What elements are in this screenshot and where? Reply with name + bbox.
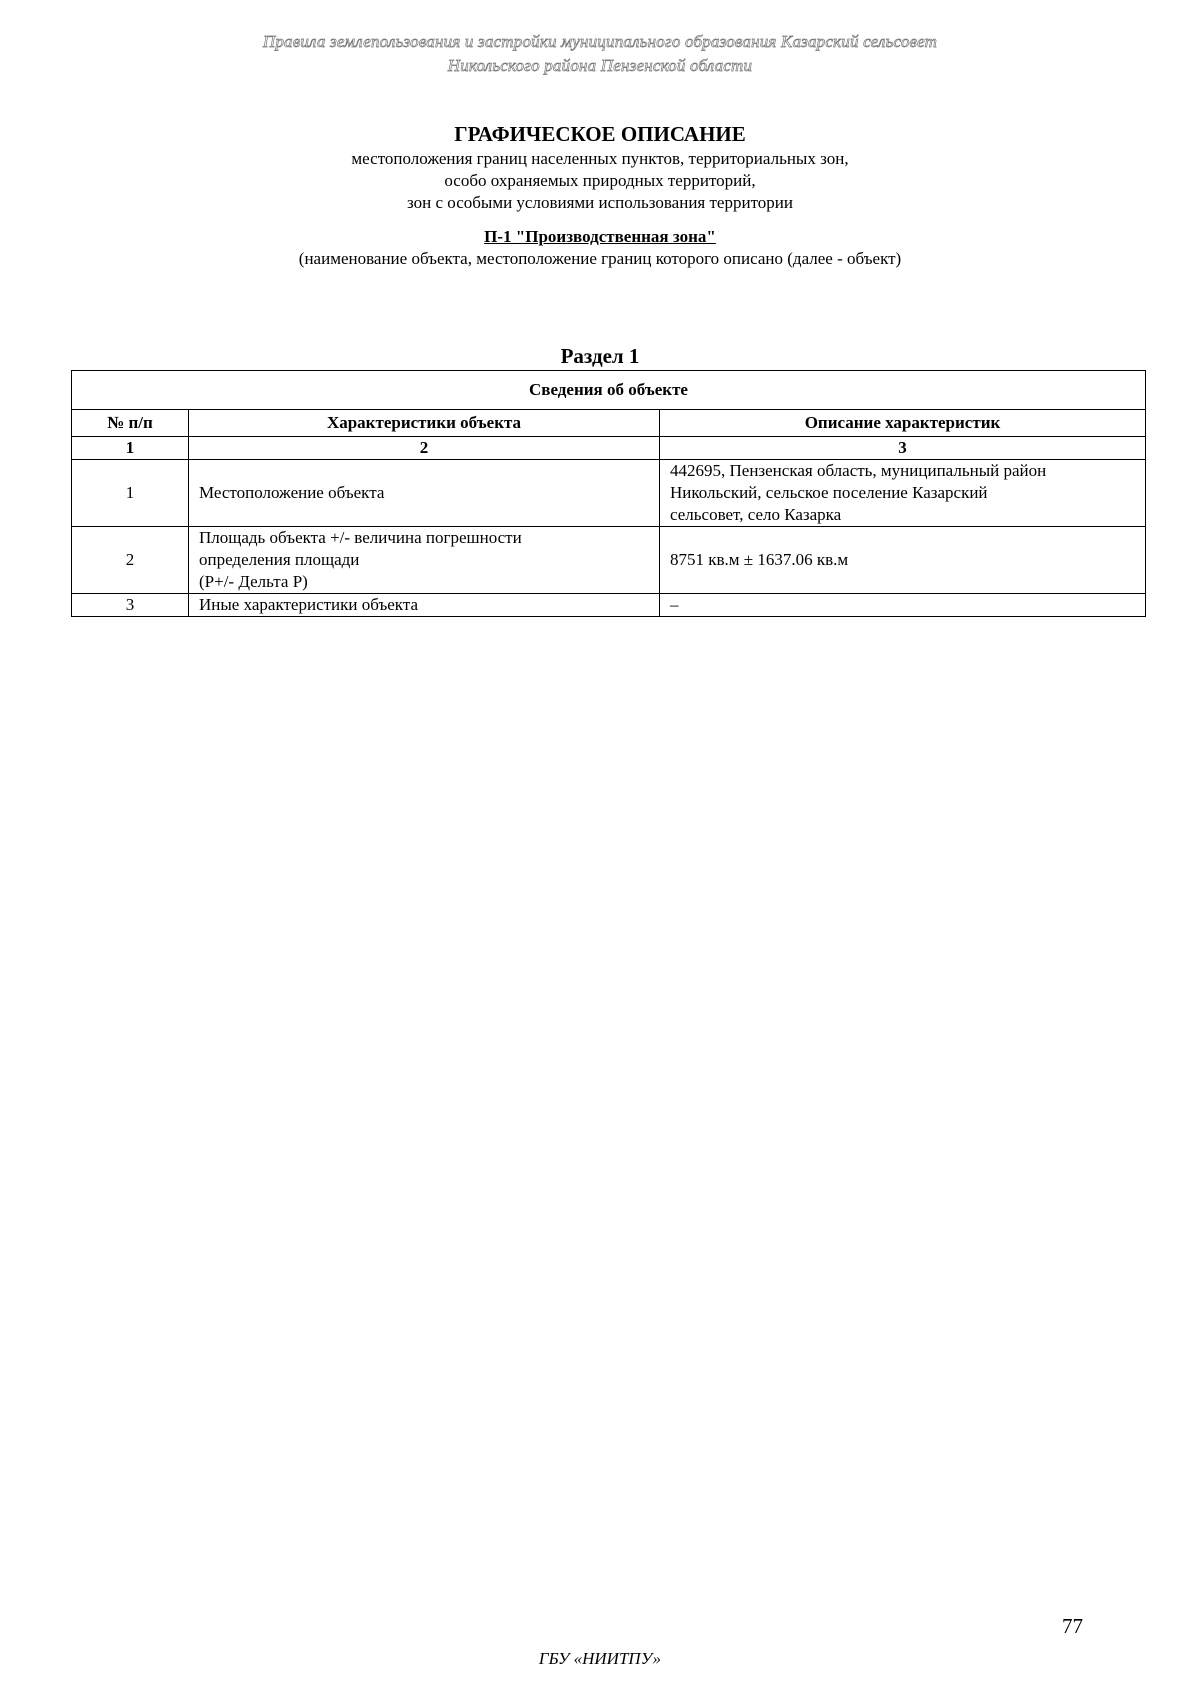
row-characteristic xyxy=(189,527,660,594)
row-description xyxy=(660,594,1146,617)
header-characteristic: Характеристики объекта xyxy=(189,410,660,437)
row-description xyxy=(660,527,1146,594)
row-index: 1 xyxy=(72,460,189,527)
table-row xyxy=(72,527,1146,594)
section-title: Раздел 1 xyxy=(560,344,640,368)
document-title: ГРАФИЧЕСКОЕ ОПИСАНИЕ xyxy=(454,122,746,146)
characteristic-line: определения площади xyxy=(199,550,360,569)
header-description: Описание характеристик xyxy=(660,410,1146,437)
table-row xyxy=(72,594,1146,617)
table-row xyxy=(72,460,1146,527)
footer-organization: ГБУ «НИИТПУ» xyxy=(538,1649,662,1668)
description-line: 8751 кв.м ± 1637.06 кв.м xyxy=(670,550,849,569)
row-index: 2 xyxy=(72,527,189,594)
document-subtitle-line-1: местоположения границ населенных пунктов, территориальных зон, xyxy=(351,149,849,168)
running-header-line-2: Никольского района Пензенской области xyxy=(447,56,753,75)
object-note: (наименование объекта, местоположение границ которого описано (далее - объект) xyxy=(298,249,902,268)
characteristic-line: Площадь объекта +/- величина погрешности xyxy=(199,528,522,547)
column-number: 3 xyxy=(660,437,1146,460)
row-characteristic xyxy=(189,594,660,617)
characteristic-line: Местоположение объекта xyxy=(199,483,385,502)
description-line: Никольский, сельское поселение Казарский xyxy=(670,483,988,502)
table-header-row xyxy=(72,410,1146,437)
description-line: 442695, Пензенская область, муниципальный район xyxy=(670,461,1047,480)
description-line: сельсовет, село Казарка xyxy=(670,505,842,524)
page-number: 77 xyxy=(1062,1614,1083,1638)
table-caption: Сведения об объекте xyxy=(72,371,1146,410)
document-subtitle-line-3: зон с особыми условиями использования территории xyxy=(407,193,793,212)
header-index: № п/п xyxy=(72,410,189,437)
table-caption-row xyxy=(72,371,1146,410)
running-header xyxy=(0,30,1200,78)
running-header-line-1: Правила землепользования и застройки муниципального образования Казарский сельсовет xyxy=(262,32,938,51)
row-index: 3 xyxy=(72,594,189,617)
row-characteristic xyxy=(189,460,660,527)
document-subtitle-line-2: особо охраняемых природных территорий, xyxy=(444,171,756,190)
column-number-row xyxy=(72,437,1146,460)
description-line: – xyxy=(670,595,679,614)
object-info-table xyxy=(71,370,1146,617)
characteristic-line: (Р+/- Дельта Р) xyxy=(199,572,308,591)
object-name: П-1 "Производственная зона" xyxy=(484,227,716,246)
characteristic-line: Иные характеристики объекта xyxy=(199,595,419,614)
column-number: 1 xyxy=(72,437,189,460)
title-block xyxy=(0,120,1200,270)
row-description xyxy=(660,460,1146,527)
column-number: 2 xyxy=(189,437,660,460)
